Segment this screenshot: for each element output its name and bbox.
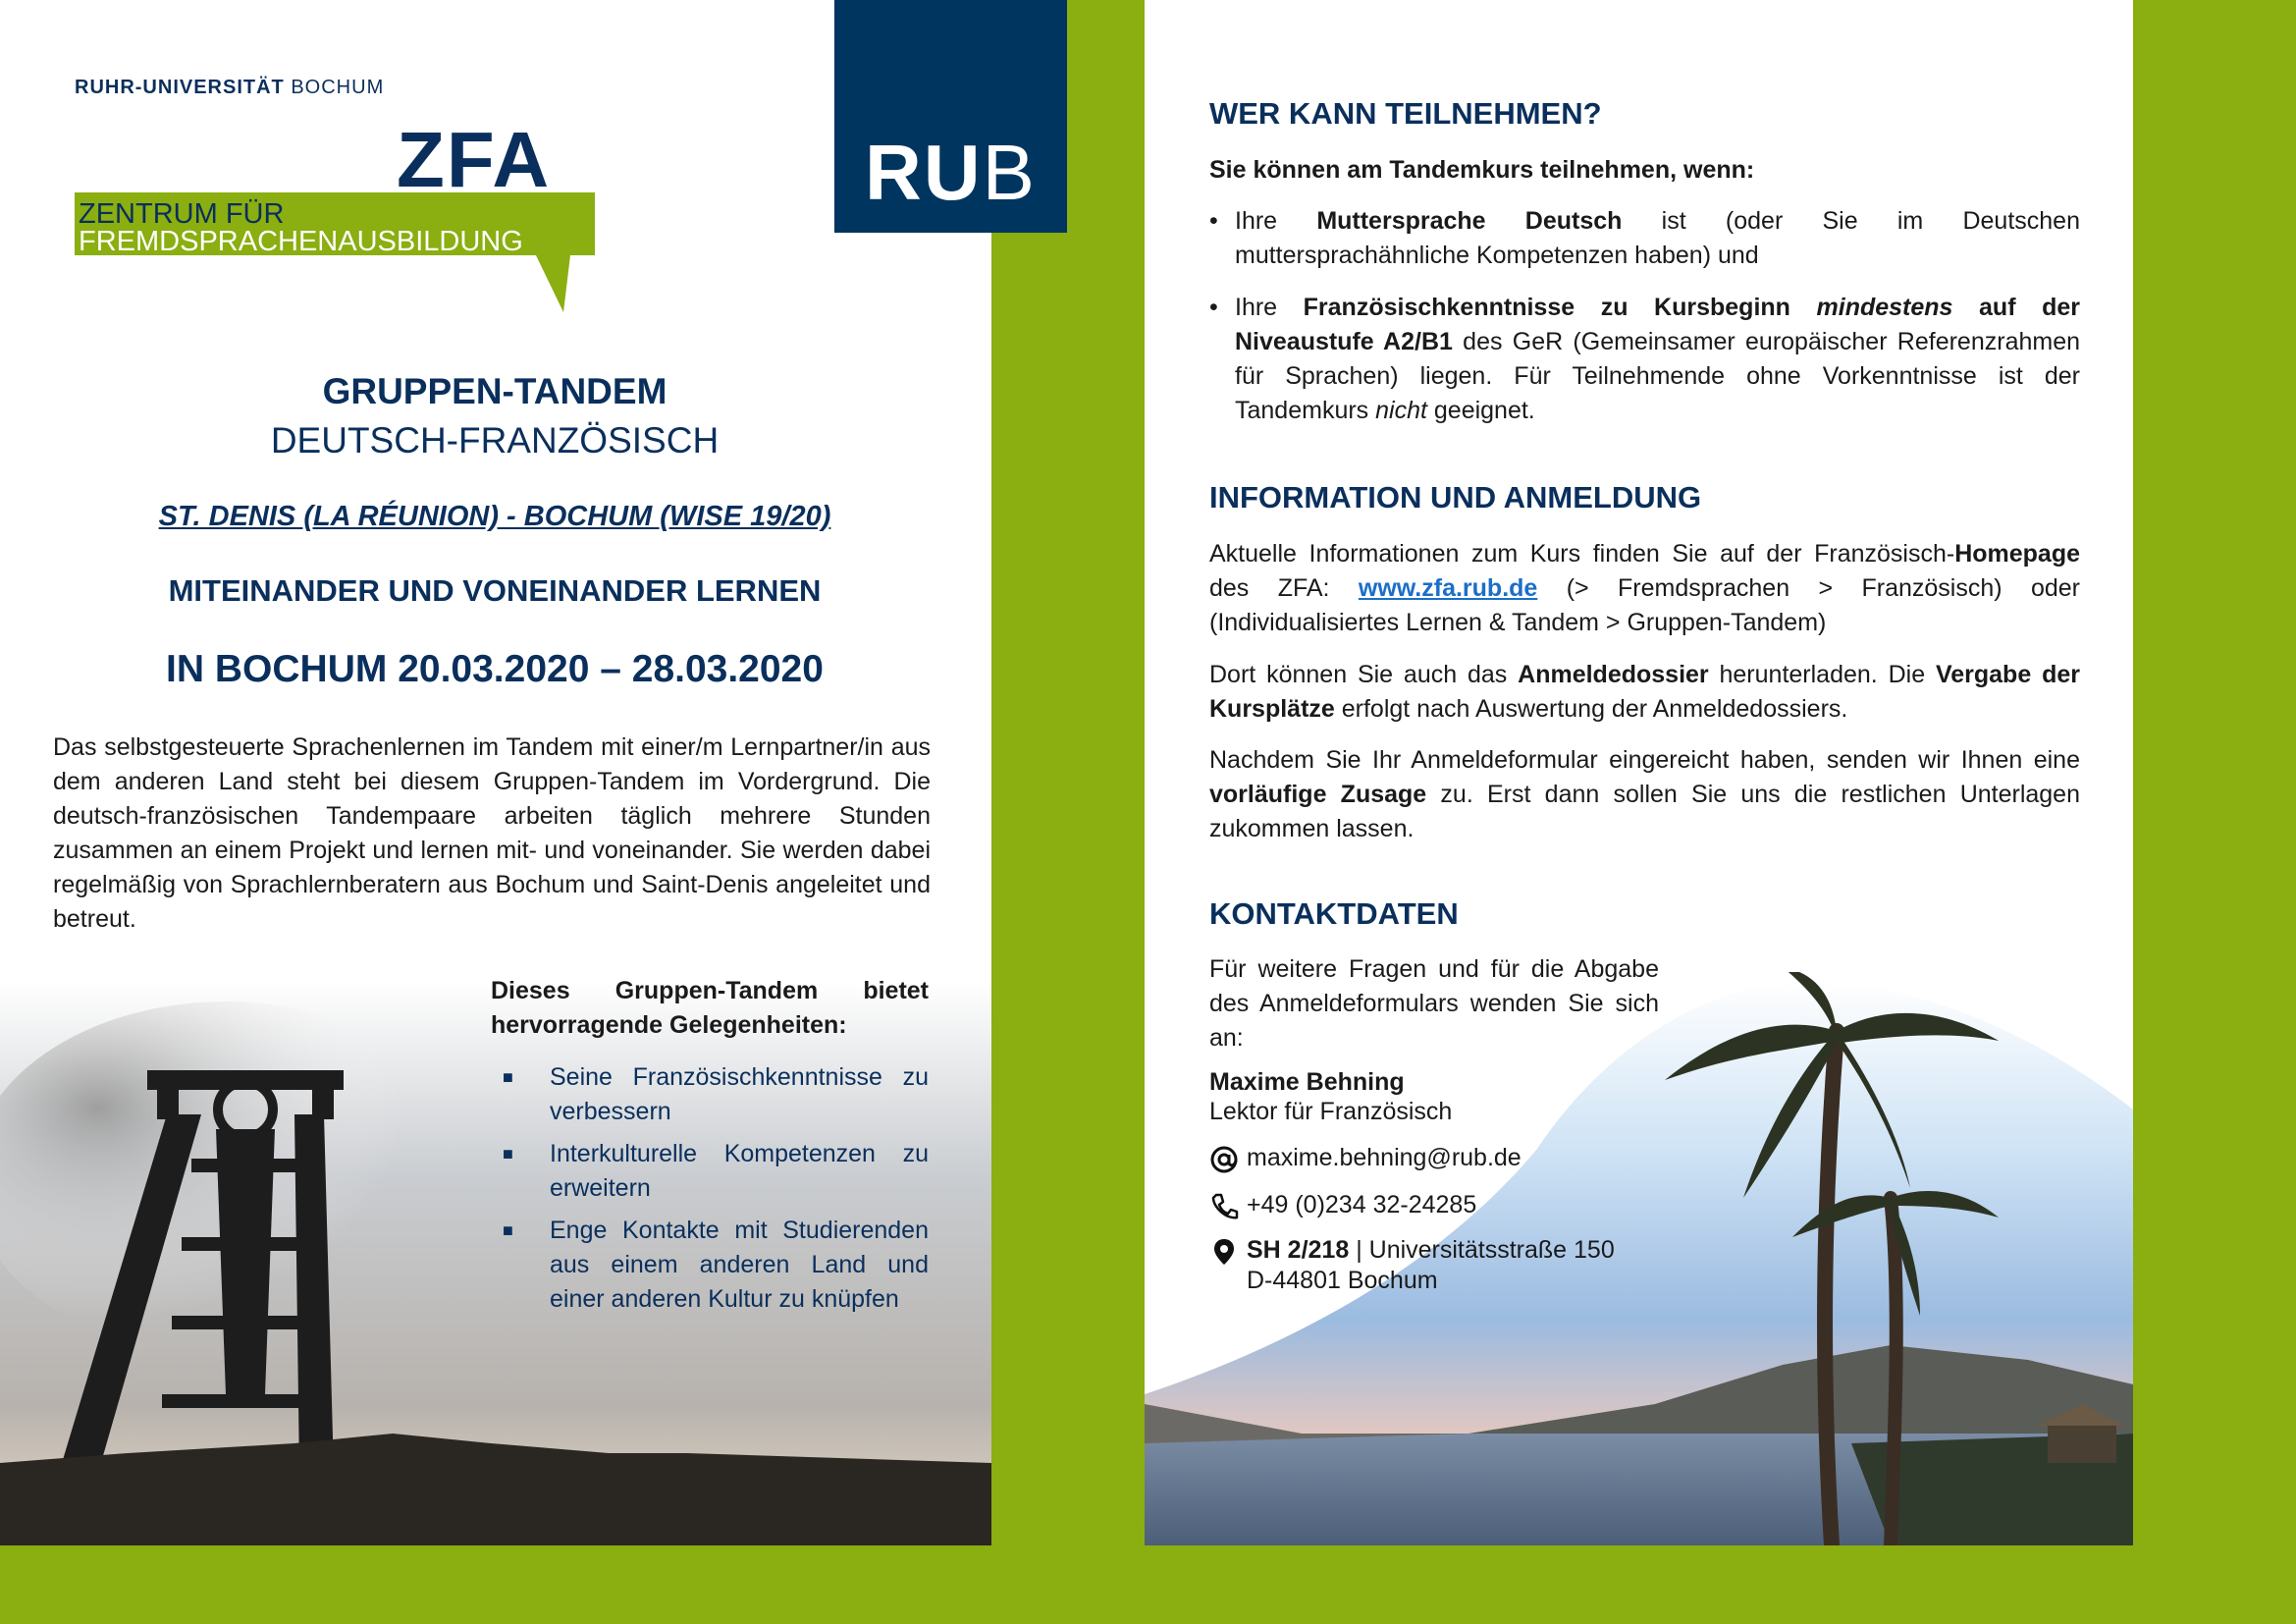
requirement-item bbox=[1209, 204, 2080, 275]
contact-email bbox=[1209, 1143, 1622, 1176]
email-address[interactable]: maxime.behning@rub.de bbox=[1247, 1144, 1522, 1171]
requirement-item bbox=[1209, 291, 2080, 428]
contact-address bbox=[1209, 1235, 1661, 1300]
bullet-dot-icon: • bbox=[1209, 294, 1218, 321]
zfa-line-1: ZENTRUM FÜR bbox=[79, 198, 285, 230]
rub-logo-bold: RU bbox=[865, 129, 983, 216]
square-bullet-icon: ■ bbox=[503, 1144, 513, 1164]
requirement-text: Ihre Französischkenntnisse zu Kursbeginn mindestens auf der Niveaustufe A2/B1 des GeR (Gemeinsamer europäischer Referenzrahmen für Sprachen) liegen. Für Teilnehmende ohne Vorkenntnisse ist der Tandemkurs nicht geeignet. bbox=[1235, 294, 2081, 424]
zfa-line-2: FREMDSPRACHENAUSBILDUNG bbox=[79, 226, 523, 257]
info-heading: INFORMATION UND ANMELDUNG bbox=[1209, 480, 1702, 514]
intro-paragraph: Das selbstgesteuerte Sprachenlernen im Tandem mit einer/m Lernpartner/in aus dem anderen Land steht bei diesem Gruppen-Tandem im Vordergrund. Die deutsch-französischen Tandempaare arbeiten täglich mehrere Stunden zusammen an einem Projekt und lernen mit- und voneinander. Sie werden dabei regelmäßig von Sprachlernberatern aus Bochum und Saint-Denis angeleitet und betreut. bbox=[53, 733, 931, 933]
square-bullet-icon: ■ bbox=[503, 1067, 513, 1087]
contact-intro: Für weitere Fragen und für die Abgabe des Anmeldeformulars wenden Sie sich an: bbox=[1209, 955, 1659, 1052]
address-line-2: D-44801 Bochum bbox=[1247, 1267, 1438, 1294]
exchange-route: ST. DENIS (LA RÉUNION) - BOCHUM (WISE 19/20) bbox=[158, 501, 831, 532]
square-bullet-icon: ■ bbox=[503, 1220, 513, 1240]
motto: MITEINANDER UND VONEINANDER LERNEN bbox=[168, 573, 822, 608]
university-name-bold: RUHR-UNIVERSITÄT bbox=[75, 77, 285, 98]
zfa-logo bbox=[75, 122, 605, 318]
bullet-dot-icon: • bbox=[1209, 207, 1218, 235]
phone-icon bbox=[1209, 1192, 1239, 1221]
info-paragraph-1: Aktuelle Informationen zum Kurs finden Sie auf der Französisch-Homepage des ZFA: www.zfa.rub.de (> Fremdsprachen > Französisch) oder (Individualisiertes Lernen & Tandem > Gruppen-Tandem) bbox=[1209, 540, 2080, 636]
opportunity-item bbox=[491, 1060, 929, 1129]
phone-number: +49 (0)234 32-24285 bbox=[1247, 1191, 1477, 1218]
info-paragraph-3: Nachdem Sie Ihr Anmeldeformular eingereicht haben, senden wir Ihnen eine vorläufige Zusage zu. Erst dann sollen Sie uns die restlichen Unterlagen zukommen lassen. bbox=[1209, 746, 2080, 842]
contact-role: Lektor für Französisch bbox=[1209, 1098, 1453, 1125]
opportunity-item bbox=[491, 1214, 929, 1317]
opportunities-heading: Dieses Gruppen-Tandem bietet hervorragende Gelegenheiten: bbox=[491, 977, 929, 1039]
university-name-light: BOCHUM bbox=[291, 77, 385, 98]
address-line-1: SH 2/218 | Universitätsstraße 150 bbox=[1247, 1236, 1615, 1264]
tandem-subtitle: DEUTSCH-FRANZÖSISCH bbox=[270, 420, 720, 460]
contact-heading: KONTAKTDATEN bbox=[1209, 896, 1459, 931]
opportunity-text: Interkulturelle Kompetenzen zu erweitern bbox=[550, 1140, 929, 1202]
zfa-website-link[interactable]: www.zfa.rub.de bbox=[1358, 574, 1538, 602]
zfa-acronym: ZFA bbox=[397, 122, 552, 203]
rub-logo-light: B bbox=[982, 129, 1037, 216]
green-footer-band bbox=[0, 1545, 2296, 1624]
contact-name: Maxime Behning bbox=[1209, 1068, 1405, 1096]
rub-logo-text bbox=[834, 128, 1067, 218]
event-dates: IN BOCHUM 20.03.2020 – 28.03.2020 bbox=[166, 648, 824, 690]
opportunity-text: Enge Kontakte mit Studierenden aus einem anderen Land und einer anderen Kultur zu knüpfen bbox=[550, 1217, 929, 1313]
requirement-text: Ihre Muttersprache Deutsch ist (oder Sie im Deutschen muttersprachähnliche Kompetenzen haben) und bbox=[1235, 207, 2080, 269]
info-paragraph-2: Dort können Sie auch das Anmeldedossier herunterladen. Die Vergabe der Kursplätze erfolgt nach Auswertung der Anmeldedossiers. bbox=[1209, 661, 2080, 723]
contact-phone bbox=[1209, 1190, 1622, 1223]
opportunity-item bbox=[491, 1137, 929, 1206]
opportunity-text: Seine Französischkenntnisse zu verbessern bbox=[550, 1063, 929, 1125]
at-sign-icon bbox=[1209, 1145, 1239, 1174]
location-pin-icon bbox=[1209, 1237, 1239, 1267]
university-name bbox=[75, 77, 384, 99]
green-strip-right bbox=[2133, 0, 2296, 1545]
who-heading: WER KANN TEILNEHMEN? bbox=[1209, 96, 1602, 131]
who-intro: Sie können am Tandemkurs teilnehmen, wenn: bbox=[1209, 156, 1755, 184]
tandem-title: GRUPPEN-TANDEM bbox=[322, 371, 667, 411]
